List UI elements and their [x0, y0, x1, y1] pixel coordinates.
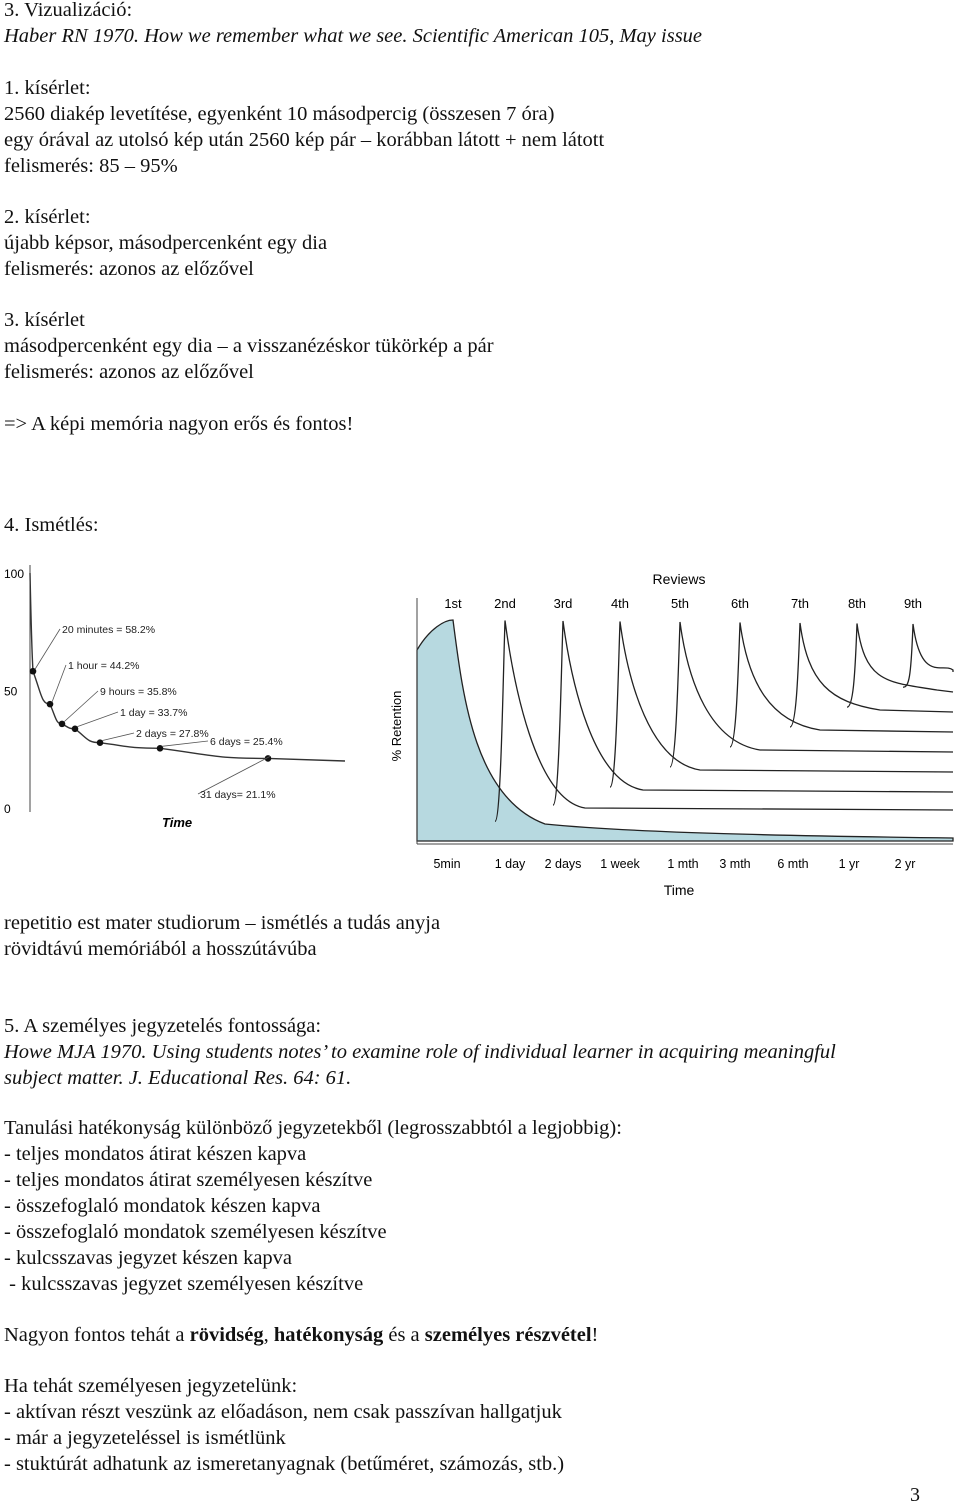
review-curve: [730, 623, 953, 748]
efficiency-intro: Tanulási hatékonyság különböző jegyzetekből (legrosszabbtól a legjobbig):: [4, 1117, 622, 1139]
data-label: 1 hour = 44.2%: [68, 660, 140, 672]
conclusion: => A képi memória nagyon erős és fontos!: [4, 413, 354, 435]
repetitio-caption: repetitio est mater studiorum – ismétlés a tudás anyja: [4, 912, 441, 934]
x-tick-label: 1 week: [600, 857, 640, 871]
x-tick-label: 5min: [433, 857, 461, 871]
x-axis-label: Time: [162, 815, 193, 830]
summary-text: !: [591, 1324, 599, 1346]
data-label-leader: [64, 691, 98, 722]
summary-sentence: [4, 1322, 598, 1348]
list-item: - már a jegyzeteléssel is ismétlünk: [4, 1427, 286, 1449]
review-curve: [790, 623, 953, 727]
list-item: - kulcsszavas jegyzet személyesen készítve: [4, 1273, 364, 1295]
data-label: 31 days= 21.1%: [200, 789, 276, 801]
data-label: 1 day = 33.7%: [120, 707, 188, 719]
section-5-heading: 5. A személyes jegyzetelés fontossága:: [4, 1015, 322, 1037]
review-label: 2nd: [494, 596, 516, 611]
memory-caption: rövidtávú memóriából a hosszútávúba: [4, 938, 317, 960]
x-tick-label: 1 day: [494, 857, 526, 871]
experiment-2-line: felismerés: azonos az előzővel: [4, 258, 254, 280]
data-label-leader: [52, 665, 66, 702]
review-curve: [847, 624, 953, 708]
experiment-3-title: 3. kísérlet: [4, 309, 85, 331]
data-label-leader: [102, 733, 134, 741]
review-label: 6th: [730, 596, 750, 611]
experiment-3-line: másodpercenként egy dia – a visszanézéskor tükörkép a pár: [4, 335, 494, 357]
review-label: 1st: [444, 596, 462, 611]
x-tick-label: 1 yr: [838, 857, 860, 871]
y-tick-label: 0: [4, 802, 11, 816]
x-tick-label: 1 mth: [667, 857, 699, 871]
experiment-2-line: újabb képsor, másodpercenként egy dia: [4, 232, 328, 254]
summary-keyword: rövidség: [189, 1324, 264, 1346]
x-tick-label: 3 mth: [719, 857, 751, 871]
summary-keyword: személyes részvétel: [424, 1324, 592, 1346]
forgetting-curve-chart: [0, 555, 360, 840]
chart-title: Reviews: [652, 571, 706, 587]
y-axis-label: % Retention: [389, 690, 404, 762]
experiment-1-line: egy órával az utolsó kép után 2560 kép pár – korábban látott + nem látott: [4, 129, 605, 151]
x-tick-label: 2 yr: [894, 857, 916, 871]
review-label: 7th: [790, 596, 810, 611]
y-tick-label: 50: [4, 684, 18, 699]
data-label: 6 days = 25.4%: [210, 736, 283, 748]
data-label-leader: [77, 712, 118, 727]
list-item: - aktívan részt veszünk az előadáson, nem csak passzívan hallgatjuk: [4, 1401, 562, 1423]
experiment-2-title: 2. kísérlet:: [4, 206, 91, 228]
data-label: 20 minutes = 58.2%: [62, 624, 156, 636]
list-item: - teljes mondatos átirat személyesen készítve: [4, 1169, 373, 1191]
y-tick-label: 100: [4, 567, 25, 581]
review-label: 9th: [903, 596, 923, 611]
list-item: - kulcsszavas jegyzet készen kapva: [4, 1247, 293, 1269]
data-label: 9 hours = 35.8%: [100, 686, 177, 698]
spaced-repetition-chart: [375, 558, 957, 903]
summary-keyword: hatékonyság: [273, 1324, 384, 1346]
page-number: 3: [910, 1484, 920, 1506]
experiment-3-line: felismerés: azonos az előzővel: [4, 361, 254, 383]
review-curve: [670, 622, 953, 767]
review-curve: [903, 624, 953, 687]
list-item: - teljes mondatos átirat készen kapva: [4, 1143, 307, 1165]
x-tick-label: 2 days: [544, 857, 582, 871]
summary-text: Nagyon fontos tehát a: [4, 1324, 190, 1346]
data-label: 2 days = 27.8%: [136, 728, 209, 740]
review-label: 5th: [670, 596, 690, 611]
summary-text: ,: [263, 1324, 274, 1346]
section-3-heading: 3. Vizualizáció:: [4, 0, 133, 21]
review-label: 8th: [847, 596, 867, 611]
review-label: 4th: [610, 596, 630, 611]
review-label: 3rd: [553, 596, 573, 611]
data-label-leader: [35, 629, 60, 669]
data-label-leader: [162, 741, 208, 746]
list-item: - összefoglaló mondatok készen kapva: [4, 1195, 321, 1217]
list-item: - összefoglaló mondatok személyesen készítve: [4, 1221, 387, 1243]
x-tick-label: 6 mth: [777, 857, 809, 871]
howe-citation: subject matter. J. Educational Res. 64: 61.: [4, 1067, 352, 1089]
outro-title: Ha tehát személyesen jegyzetelünk:: [4, 1375, 298, 1397]
howe-citation: Howe MJA 1970. Using students notes’ to examine role of individual learner in acquiring meaningful: [4, 1041, 836, 1063]
experiment-1-line: felismerés: 85 – 95%: [4, 155, 178, 177]
summary-text: és a: [383, 1324, 425, 1346]
haber-citation: Haber RN 1970. How we remember what we see. Scientific American 105, May issue: [4, 25, 703, 47]
section-4-heading: 4. Ismétlés:: [4, 514, 99, 536]
list-item: - stuktúrát adhatunk az ismeretanyagnak (betűméret, számozás, stb.): [4, 1453, 565, 1475]
x-axis-label: Time: [663, 882, 695, 898]
experiment-1-line: 2560 diakép levetítése, egyenként 10 másodpercig (összesen 7 óra): [4, 103, 555, 125]
experiment-1-title: 1. kísérlet:: [4, 77, 91, 99]
review-curve: [610, 622, 953, 788]
